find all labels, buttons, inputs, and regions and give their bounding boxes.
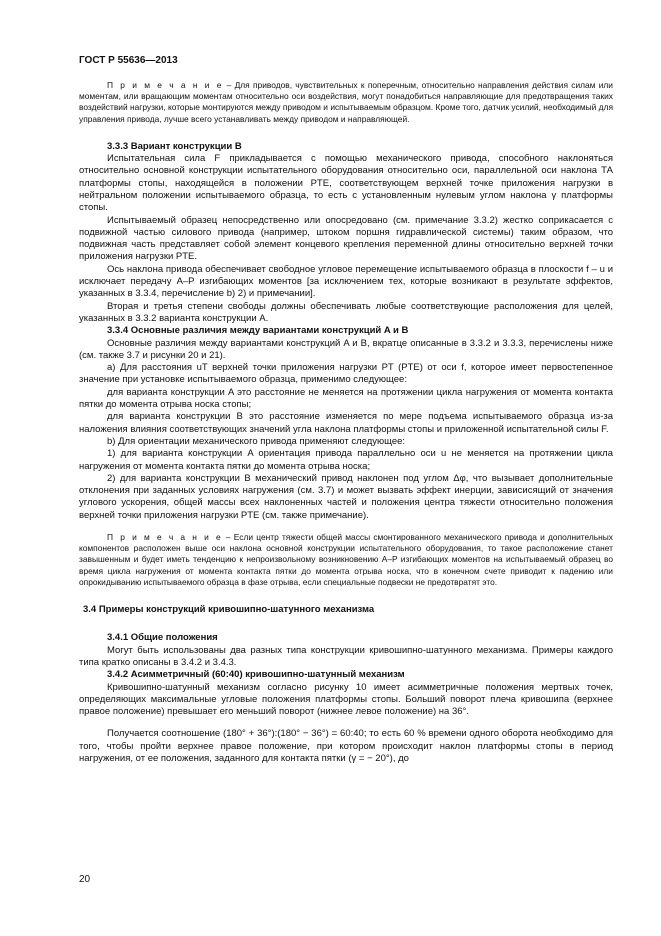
section-heading-3-4-1: 3.4.1 Общие положения (107, 632, 218, 644)
body-paragraph: Основные различия между вариантами конструкций A и B, вкратце описанные в 3.3.2 и 3.3.3, перечислены ниже (см. также 3.7 и рисунки 20 и 21). (79, 337, 613, 361)
body-paragraph: Испытываемый образец непосредственно или опосредовано (см. примечание 3.3.2) жестко соприкасается с подвижной частью силового привода (например, штоком поршня гидравлической системы) таким образом, что подвижная часть представляет собой элемент концевого крепления переменной длины относительно верхней точки приложения нагрузки PTE. (79, 214, 613, 263)
section-heading-3-3-3: 3.3.3 Вариант конструкции B (107, 140, 242, 152)
body-paragraph: Вторая и третья степени свободы должны обеспечивать любые соответствующие расположения для целей, указанных в 3.3.2 варианта конструкции A. (79, 300, 613, 324)
list-item-b: b) Для ориентации механического привода применяют следующее: (107, 435, 406, 447)
body-paragraph: Получается соотношение (180° + 36°):(180° − 36°) = 60:40; то есть 60 % времени одного оборота необходимо для того, чтобы пройти верхнее правое положение, при котором происходит наклон платформы стопы в период нагружения, от ее положения, заданного для контакта пятки (γ = − 20°), до (79, 728, 613, 764)
note-text: – Если центр тяжести общей массы смонтированного механического привода и дополнительных компонентов расположен выше оси наклона основной конструкции испытательного оборудования, то такое расположение станет завышенным и будет иметь тенденцию к непроизвольному возникновению A–P изгибающих моментов на испытываемый образец во время цикла нагружения от момента контакта пятки до момента отрыва носка, что в конечном счете приводит к падению или опрокидыванию испытываемого образца в фазе отрыва, если специальные подвески не предотвратят это. (79, 532, 613, 587)
body-paragraph: Кривошипно-шатунный механизм согласно рисунку 10 имеет асимметричные положения мертвых точек, определяющих максимальные угловые положения платформы стопы. Больший поворот плеча кривошипа (верхнее правое положение) превышает его меньший поворот (нижнее левое положение) на 36°. (79, 681, 613, 718)
list-item-a: а) Для расстояния uT верхней точки приложения нагрузки PT (PTE) от оси f, которое имеет первостепенное значение при установке испытываемого образца, применимо следующее: (79, 362, 613, 386)
section-heading-3-4-2: 3.4.2 Асимметричный (60:40) кривошипно-шатунный механизм (107, 669, 405, 681)
page-content (79, 80, 613, 765)
page-number: 20 (79, 874, 91, 885)
note-paragraph (79, 80, 613, 125)
list-item-a-2: для варианта конструкции B это расстояние изменяется по мере подъема испытываемого образца из-за наложения влияния соответствующих значений угла наклона платформы стопы и приложенной испытательной силы F. (79, 411, 613, 435)
note-text: – Для приводов, чувствительных к поперечным, относительно направления действия силам или моментам, или вращающим моментам относительно оси воздействия, могут понадобиться направляющие для предотвращения таких воздействий нагрузки, которые монтируются между приводом и испытываемым образцом. Кроме того, датчик усилий, необходимый для управления привода, лучше всего устанавливать между приводом и направляющей. (79, 80, 613, 124)
note-label: П р и м е ч а н и е (107, 532, 223, 543)
note-label: П р и м е ч а н и е (107, 80, 224, 90)
document-header: ГОСТ Р 55636—2013 (79, 55, 178, 66)
list-item-b-1: 1) для варианта конструкции A ориентация привода параллельно оси u не меняется на протяжении цикла нагружения от момента контакта пятки до момента отрыва носка; (79, 448, 613, 472)
list-item-b-2: 2) для варианта конструкции B механический привод наклонен под углом Δφ, что вызывает дополнительные отклонения при заданных условиях нагружения (см. 3.7) и может вызвать эффект инерции, зависисящий от значения углового ускорения, общей массы всех наклоненных частей и положения центра тяжести относительно положения верхней точки приложения нагрузки PTE (см. также примечание). (79, 472, 613, 521)
section-heading-3-3-4: 3.3.4 Основные различия между вариантами конструкций A и B (107, 325, 409, 337)
section-heading-3-4: 3.4 Примеры конструкций кривошипно-шатунного механизма (83, 604, 375, 616)
list-item-a-1: для варианта конструкции A это расстояние не меняется на протяжении цикла нагружения от момента контакта пятки до момента отрыва носка стопы; (79, 386, 613, 411)
body-paragraph: Могут быть использованы два разных типа конструкции кривошипно-шатунного механизма. Примеры каждого типа кратко описаны в 3.4.2 и 3.4.3. (79, 644, 613, 668)
note-paragraph (79, 532, 613, 588)
body-paragraph: Испытательная сила F прикладывается с помощью механического привода, способного наклоняться относительно основной конструкции испытательного оборудования относительно оси, параллельной оси наклона ТА платформы стопы, находящейся в положении PTE, соответствующем верхней точке приложения нагрузки в нейтральном положении испытываемого образца, то есть с установленным нулевым углом наклона γ платформы стопы. (79, 153, 613, 214)
body-paragraph: Ось наклона привода обеспечивает свободное угловое перемещение испытываемого образца в плоскости f – u и исключает передачу A–P изгибающих моментов [за исключением тех, которые возникают в результате эффектов, указанных в 3.3.4, перечисление b) 2) и примечании]. (79, 263, 613, 300)
